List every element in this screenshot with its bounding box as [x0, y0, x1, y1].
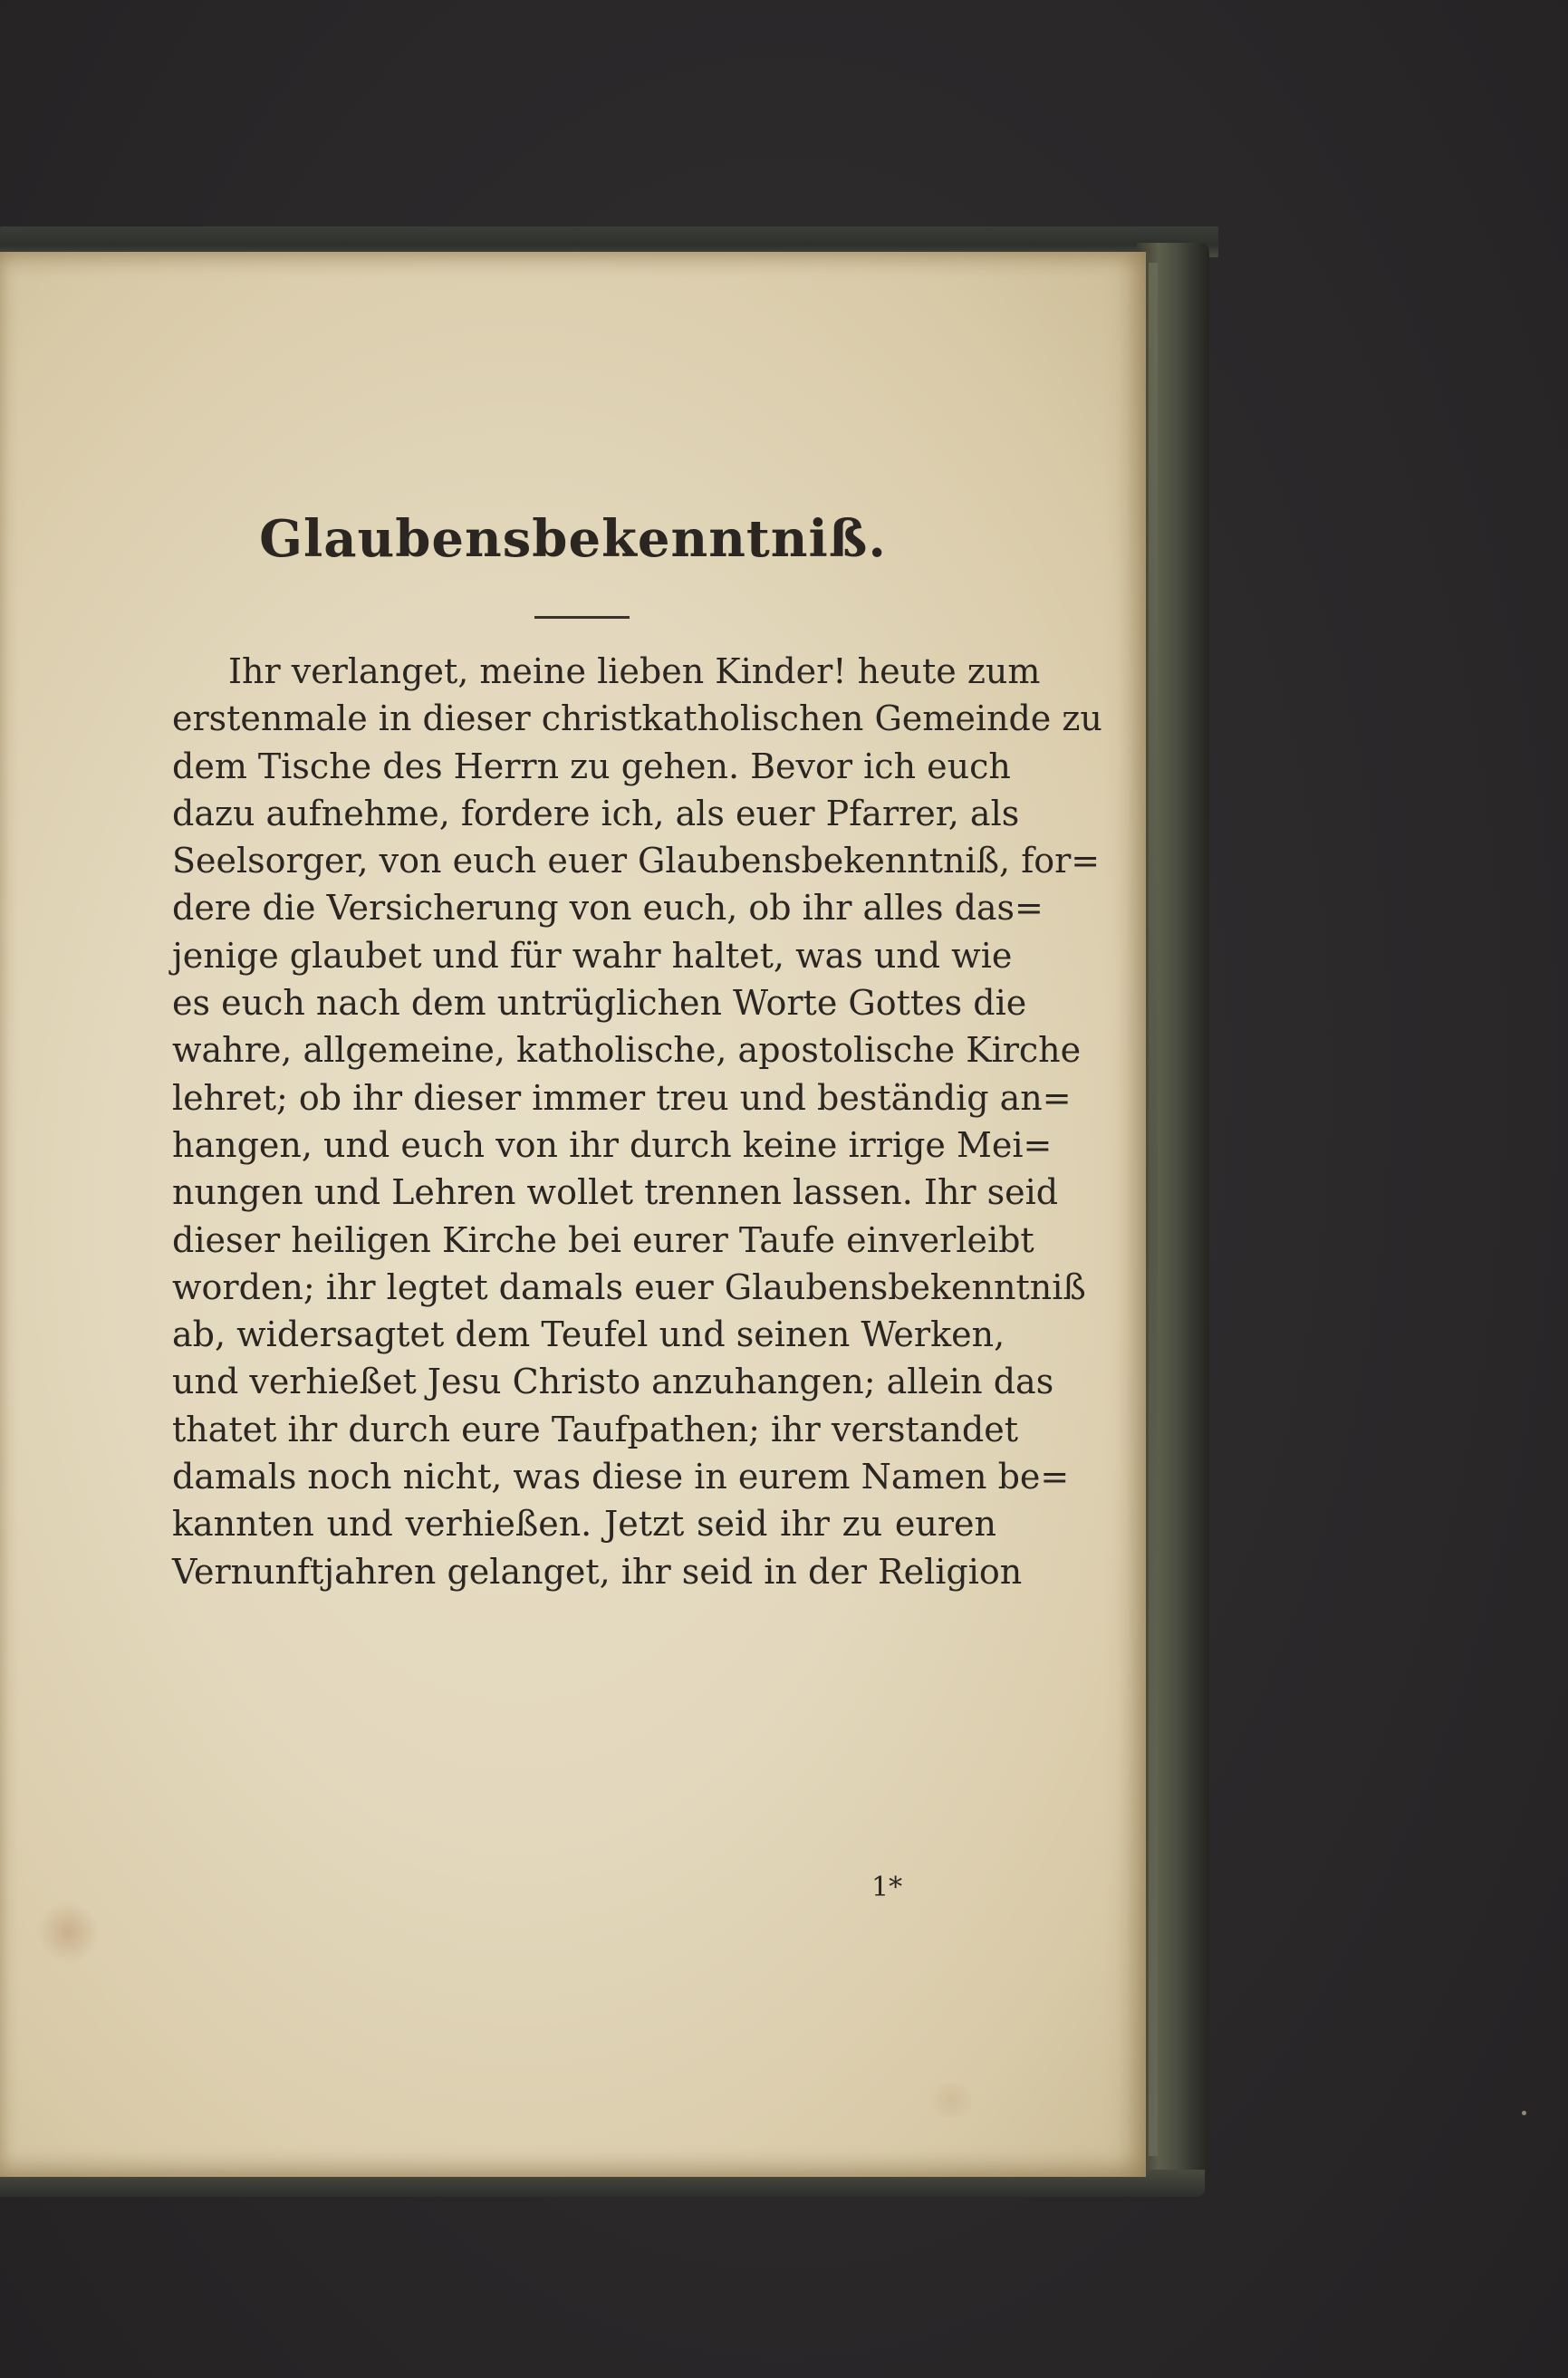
- text-line: lehret; ob ihr dieser immer treu und beständig an=: [172, 1077, 1072, 1118]
- signature-mark: 1*: [871, 1872, 903, 1903]
- text-line: es euch nach dem untrüglichen Worte Gottes die: [172, 983, 1027, 1024]
- book-spine-band: [1149, 263, 1158, 2156]
- text-line: kannten und verhießen. Jetzt seid ihr zu euren: [172, 1504, 996, 1545]
- text-line: und verhießet Jesu Christo anzuhangen; allein das: [172, 1362, 1054, 1402]
- paper-stain: [924, 2082, 978, 2118]
- text-line: wahre, allgemeine, katholische, apostolische Kirche: [172, 1030, 1082, 1071]
- dust-speck: [1522, 2111, 1526, 2115]
- text-line: Vernunftjahren gelanget, ihr seid in der Religion: [172, 1551, 1023, 1592]
- text-line: thatet ihr durch eure Taufpathen; ihr verstandet: [172, 1409, 1019, 1449]
- text-line: ab, widersagtet dem Teufel und seinen Werken,: [172, 1314, 1005, 1355]
- heading-rule: [534, 616, 630, 619]
- text-line: erstenmale in dieser christkatholischen Gemeinde zu: [172, 698, 1102, 739]
- text-line: dem Tische des Herrn zu gehen. Bevor ich euch: [172, 746, 1011, 786]
- body-text: [172, 648, 1102, 1595]
- text-line: dieser heiligen Kirche bei eurer Taufe einverleibt: [172, 1219, 1034, 1260]
- text-line: jenige glaubet und für wahr haltet, was und wie: [172, 935, 1013, 976]
- text-line: nungen und Lehren wollet trennen lassen. Ihr seid: [172, 1172, 1059, 1213]
- text-line: worden; ihr legtet damals euer Glaubensbekenntniß: [172, 1266, 1086, 1307]
- text-line: Ihr verlanget, meine lieben Kinder! heute zum: [228, 651, 1041, 691]
- text-line: damals noch nicht, was diese in eurem Namen be=: [172, 1457, 1070, 1497]
- text-line: dazu aufnehme, fordere ich, als euer Pfarrer, als: [172, 793, 1020, 833]
- book-spine: [1137, 243, 1209, 2181]
- page-heading: Glaubensbekenntniß.: [259, 509, 887, 569]
- text-line: hangen, und euch von ihr durch keine irrige Mei=: [172, 1124, 1053, 1165]
- text-line: Seelsorger, von euch euer Glaubensbekenntniß, for=: [172, 841, 1101, 881]
- text-line: dere die Versicherung von euch, ob ihr alles das=: [172, 888, 1044, 929]
- paper-stain: [36, 1901, 100, 1964]
